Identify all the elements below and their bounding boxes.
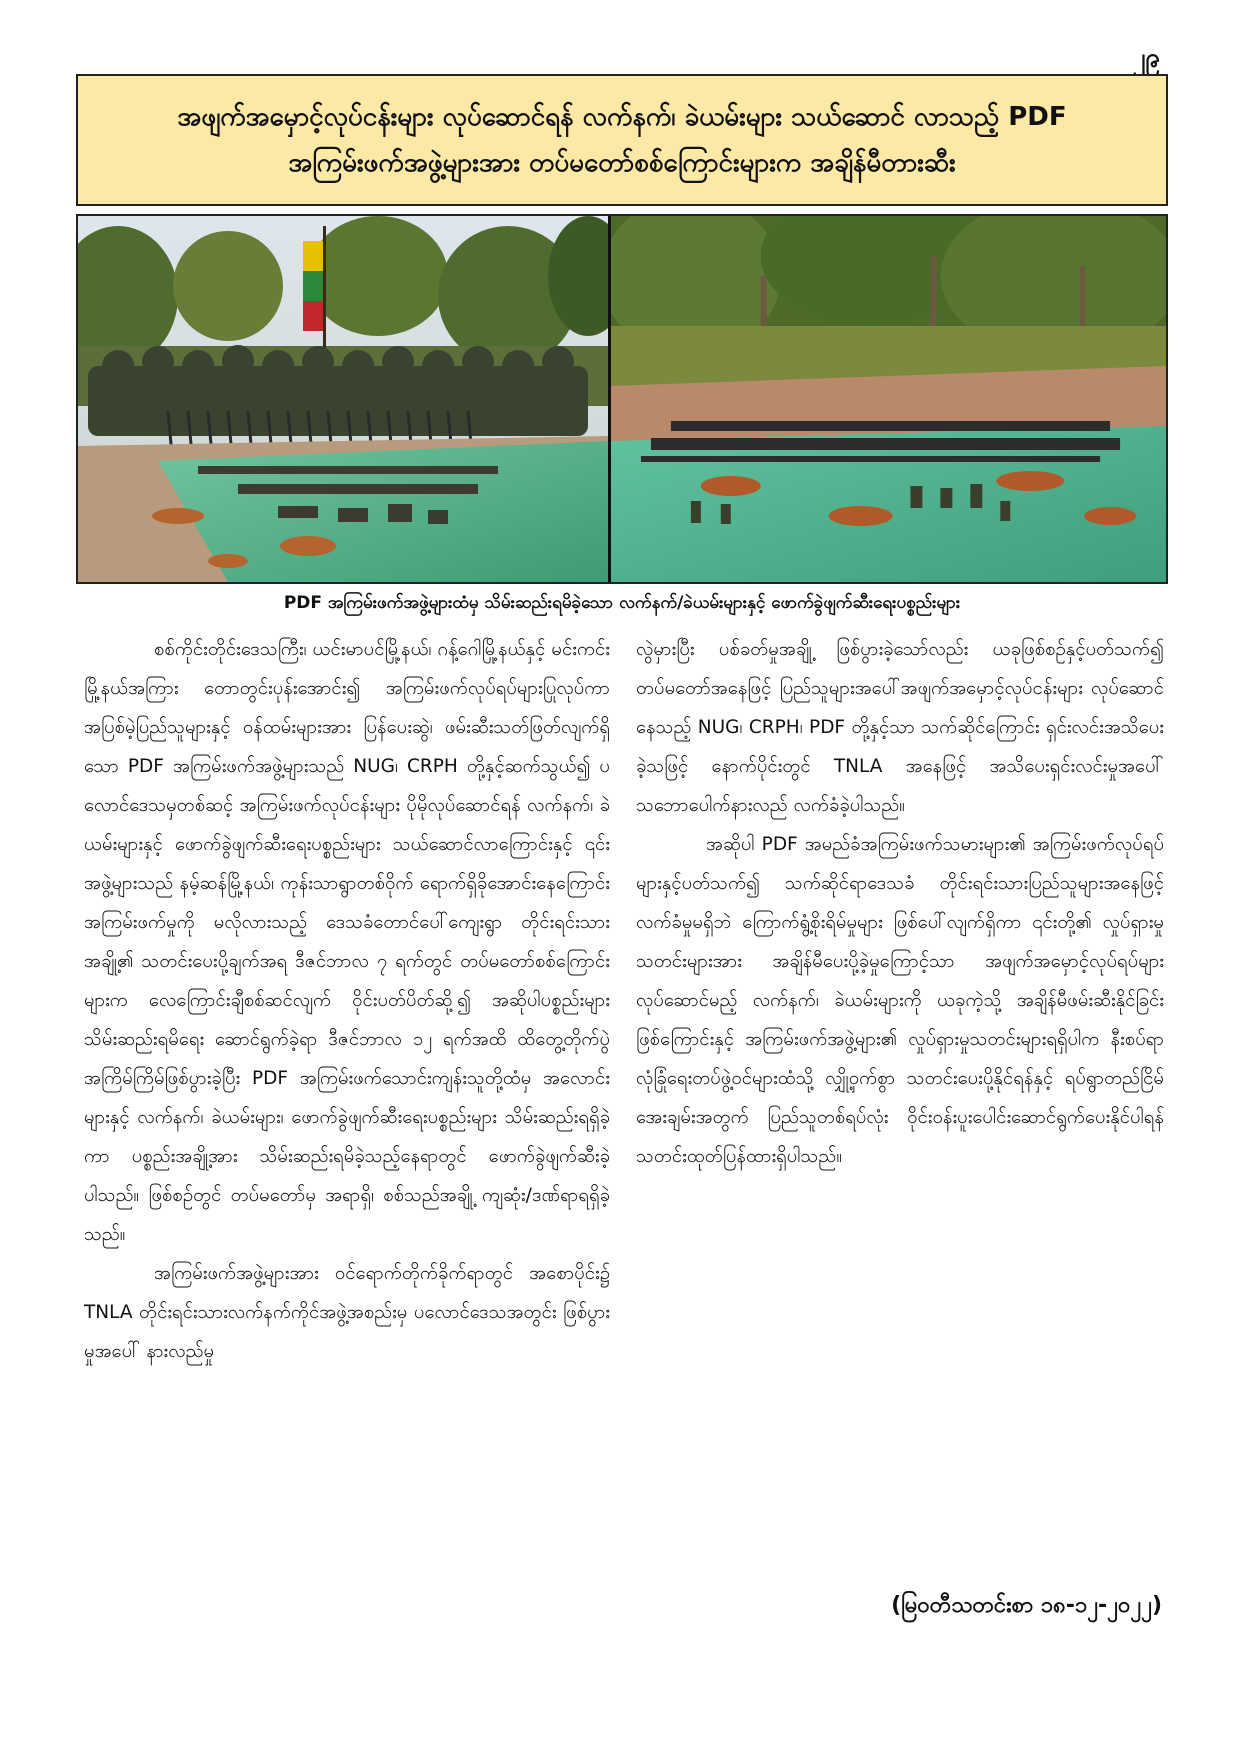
headline-box [76, 74, 1168, 206]
headline-line-2: အကြမ်းဖက်အဖွဲ့များအား တပ်မတော်စစ်ကြောင်းများက အချိန်မီတားဆီး [288, 148, 956, 178]
article-column-right [636, 630, 1164, 1176]
article-column-left [84, 630, 610, 1371]
headline-line-1: အဖျက်အမှောင့်လုပ်ငန်းများ လုပ်ဆောင်ရန် လက်နက်၊ ခဲယမ်းများ သယ်ဆောင် လာသည့် PDF [177, 102, 1067, 132]
seized-weapons-forest-photo [611, 216, 1166, 582]
source-citation: (မြဝတီသတင်းစာ ၁၈-၁၂-၂၀၂၂) [891, 1593, 1162, 1618]
article-paragraph: အကြမ်းဖက်အဖွဲ့များအား ဝင်ရောက်တိုက်ခိုက်ရာတွင် အစောပိုင်း၌ TNLA တိုင်းရင်းသားလက်နက်ကိုင်အဖွဲ့အစည်းမှ ပလောင်ဒေသအတွင်း ဖြစ်ပွားမှုအပေါ် နားလည်မှု [84, 1263, 610, 1362]
page-number: ၂၉ [1132, 43, 1160, 73]
photo-caption: PDF အကြမ်းဖက်အဖွဲ့များထံမှ သိမ်းဆည်းရမိခဲ့သော လက်နက်/ခဲယမ်းများနှင့် ဖောက်ခွဲဖျက်ဆီးရေးပစ္စည်းများ [283, 593, 961, 613]
article-paragraph: စစ်ကိုင်းတိုင်းဒေသကြီး၊ ယင်းမာပင်မြို့နယ်၊ ဂန့်ဂေါမြို့နယ်နှင့် မင်းကင်းမြို့နယ်အကြား တောတွင်းပုန်းအောင်း၍ အကြမ်းဖက်လုပ်ရပ်များပြုလုပ်ကာ အပြစ်မဲ့ပြည်သူများနှင့် ဝန်ထမ်းများအား ပြန်ပေးဆွဲ၊ ဖမ်းဆီးသတ်ဖြတ်လျက်ရှိသော PDF အကြမ်းဖက်အဖွဲ့များသည် NUG၊ CRPH တို့နှင့်ဆက်သွယ်၍ ပလောင်ဒေသမှတစ်ဆင့် အကြမ်းဖက်လုပ်ငန်းများ ပိုမိုလုပ်ဆောင်ရန် လက်နက်၊ ခဲယမ်းများနှင့် ဖောက်ခွဲဖျက်ဆီးရေးပစ္စည်းများ သယ်ဆောင်လာကြောင်းနှင့် ၎င်းအဖွဲ့များသည် နမ့်ဆန်မြို့နယ်၊ ကုန်းသာရွာတစ်ဝိုက် ရောက်ရှိခိုအောင်းနေကြောင်း အကြမ်းဖက်မှုကို မလိုလားသည့် ဒေသခံတောင်ပေါ်ကျေးရွာ တိုင်းရင်းသားအချို့၏ သတင်းပေးပို့ချက်အရ ဒီဇင်ဘာလ ၇ ရက်တွင် တပ်မတော်စစ်ကြောင်းများက လေကြောင်းချီစစ်ဆင်လျက် ဝိုင်းပတ်ပိတ်ဆို့၍ အဆိုပါပစ္စည်းများ သိမ်းဆည်းရမိရေး ဆောင်ရွက်ခဲ့ရာ ဒီဇင်ဘာလ ၁၂ ရက်အထိ ထိတွေ့တိုက်ပွဲ အကြိမ်ကြိမ်ဖြစ်ပွားခဲ့ပြီး PDF အကြမ်းဖက်သောင်းကျန်းသူတို့ထံမှ အလောင်းများနှင့် လက်နက်၊ ခဲယမ်းများ၊ ဖောက်ခွဲဖျက်ဆီးရေးပစ္စည်းများ သိမ်းဆည်းရရှိခဲ့ကာ ပစ္စည်းအချို့အား သိမ်းဆည်းရမိခဲ့သည့်နေရာတွင် ဖောက်ခွဲဖျက်ဆီးခဲ့ပါသည်။ ဖြစ်စဉ်တွင် တပ်မတော်မှ အရာရှိ၊ စစ်သည်အချို့ ကျဆုံး/ဒဏ်ရာရရှိခဲ့သည်။ [84, 639, 610, 1245]
article-paragraph: အဆိုပါ PDF အမည်ခံအကြမ်းဖက်သမားများ၏ အကြမ်းဖက်လုပ်ရပ်များနှင့်ပတ်သက်၍ သက်ဆိုင်ရာဒေသခံ တိုင်းရင်းသားပြည်သူများအနေဖြင့် လက်ခံမှုမရှိဘဲ ကြောက်ရွံ့စိုးရိမ်မှုများ ဖြစ်ပေါ်လျက်ရှိကာ ၎င်းတို့၏ လှုပ်ရှားမှုသတင်းများအား အချိန်မီပေးပို့ခဲ့မှုကြောင့်သာ အဖျက်အမှောင့်လုပ်ရပ်များ လုပ်ဆောင်မည့် လက်နက်၊ ခဲယမ်းများကို ယခုကဲ့သို့ အချိန်မီဖမ်းဆီးနိုင်ခြင်းဖြစ်ကြောင်းနှင့် အကြမ်းဖက်အဖွဲ့များ၏ လှုပ်ရှားမှုသတင်းများရရှိပါက နီးစပ်ရာ လုံခြုံရေးတပ်ဖွဲ့ဝင်များထံသို့ လျှို့ဝှက်စွာ သတင်းပေးပို့နိုင်ရန်နှင့် ရပ်ရွာတည်ငြိမ်အေးချမ်းအတွက် ပြည်သူတစ်ရပ်လုံး ဝိုင်းဝန်းပူးပေါင်းဆောင်ရွက်ပေးနိုင်ပါရန် သတင်းထုတ်ပြန်ထားရှိပါသည်။ [636, 834, 1164, 1167]
soldiers-seized-weapons-photo [78, 216, 611, 582]
article-paragraph: လွဲမှားပြီး ပစ်ခတ်မှုအချို့ ဖြစ်ပွားခဲ့သော်လည်း ယခုဖြစ်စဉ်နှင့်ပတ်သက်၍ တပ်မတော်အနေဖြင့် ပြည်သူများအပေါ်အဖျက်အမှောင့်လုပ်ငန်းများ လုပ်ဆောင်နေသည့် NUG၊ CRPH၊ PDF တို့နှင့်သာ သက်ဆိုင်ကြောင်း ရှင်းလင်းအသိပေးခဲ့သဖြင့် နောက်ပိုင်းတွင် TNLA အနေဖြင့် အသိပေးရှင်းလင်းမှုအပေါ် သဘောပေါက်နားလည် လက်ခံခဲ့ပါသည်။ [636, 639, 1164, 816]
photo-strip [76, 214, 1168, 584]
